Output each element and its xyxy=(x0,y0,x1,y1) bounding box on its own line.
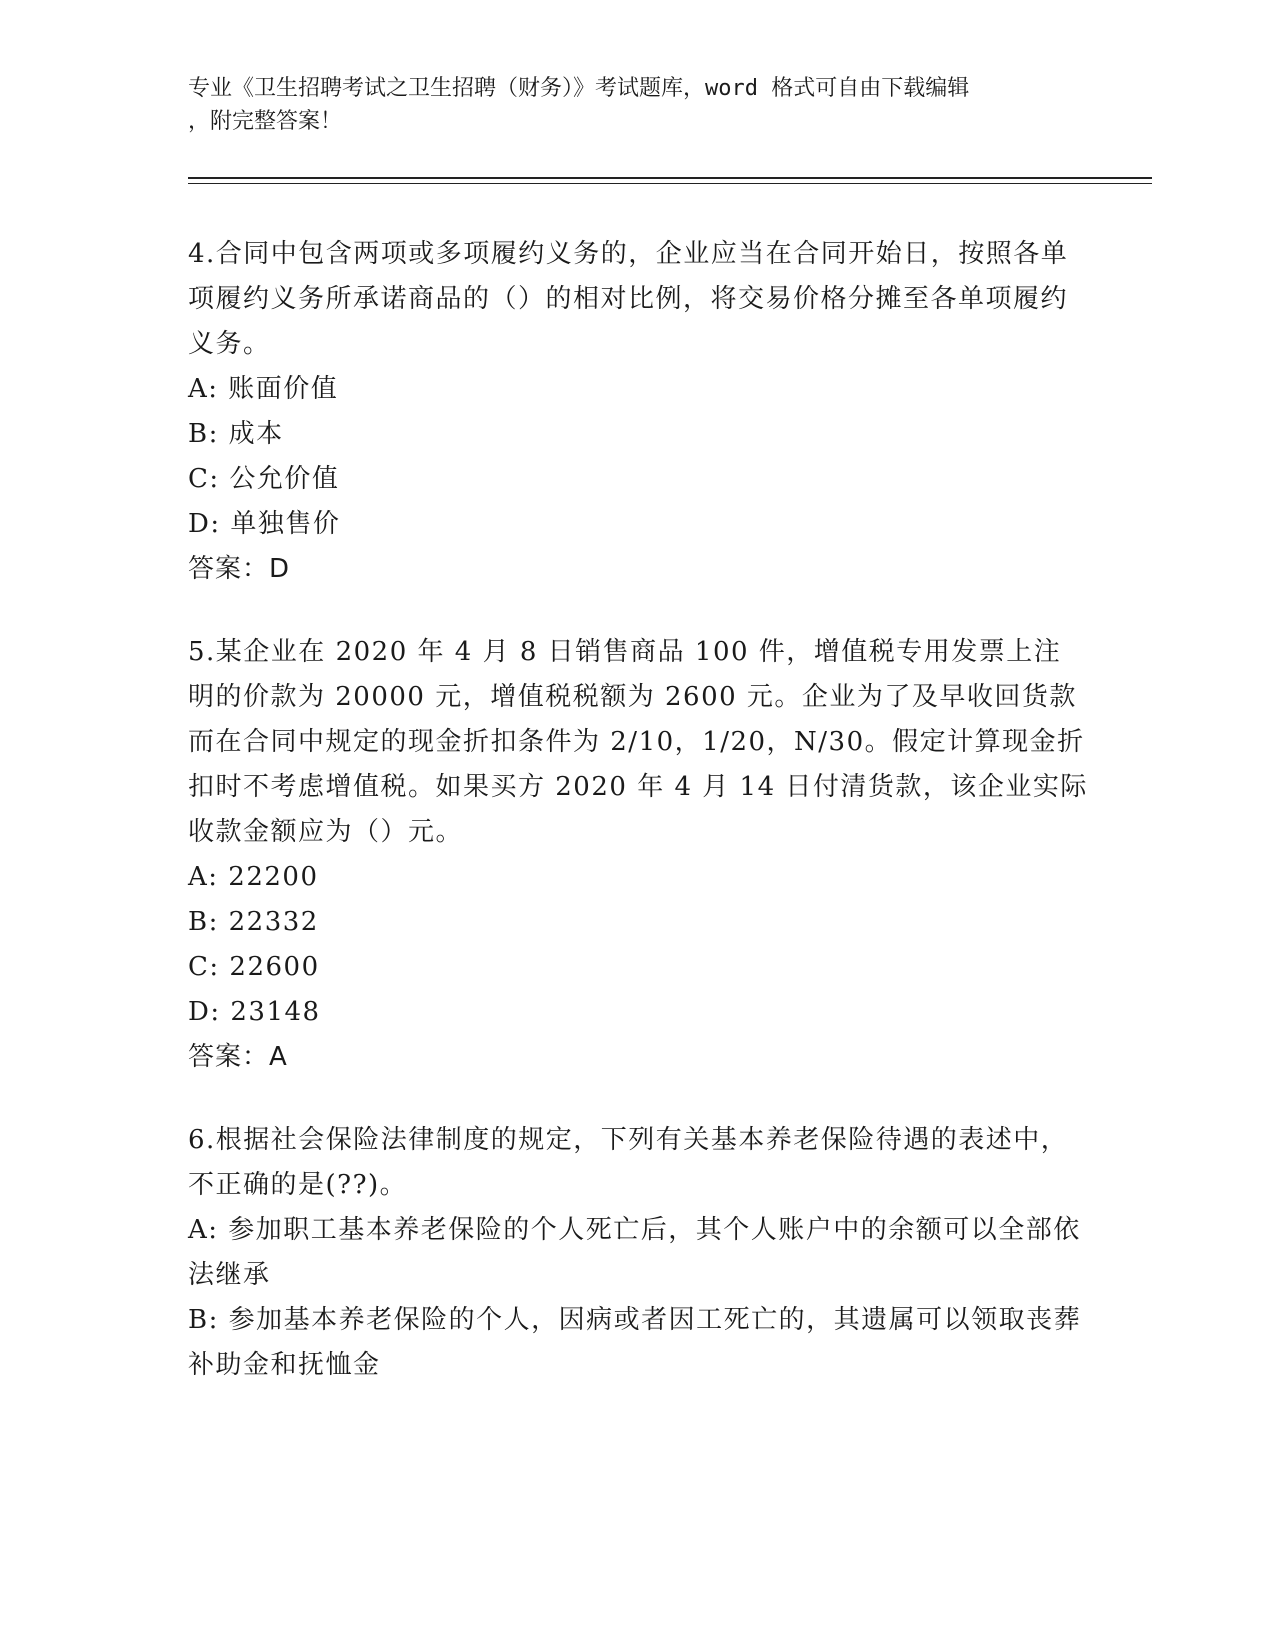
header-divider-thin xyxy=(188,183,1152,184)
option-b: B: 参加基本养老保险的个人，因病或者因工死亡的，其遗属可以领取丧葬补助金和抚恤金 xyxy=(188,1305,1082,1380)
option-d: D: 单独售价 xyxy=(188,509,341,539)
question-6 xyxy=(188,1118,1088,1388)
question-stem: 6.根据社会保险法律制度的规定，下列有关基本养老保险待遇的表述中，不正确的是(??)。 xyxy=(188,1125,1069,1200)
option-b: B: 22332 xyxy=(188,907,319,937)
answer-line: 答案：D xyxy=(188,554,291,584)
header-line-1: 专业《卫生招聘考试之卫生招聘（财务）》考试题库，word 格式可自由下载编辑 xyxy=(188,76,970,101)
header-line-2: ，附完整答案！ xyxy=(188,109,343,134)
option-d: D: 23148 xyxy=(188,997,321,1027)
option-b: B: 成本 xyxy=(188,419,284,449)
option-a: A: 22200 xyxy=(188,862,319,892)
option-a: A: 账面价值 xyxy=(188,374,339,404)
option-c: C: 22600 xyxy=(188,952,320,982)
question-list xyxy=(188,232,1088,1426)
option-a: A: 参加职工基本养老保险的个人死亡后，其个人账户中的余额可以全部依法继承 xyxy=(188,1215,1081,1290)
option-c: C: 公允价值 xyxy=(188,464,340,494)
question-stem: 4.合同中包含两项或多项履约义务的，企业应当在合同开始日，按照各单项履约义务所承诺商品的（）的相对比例，将交易价格分摊至各单项履约义务。 xyxy=(188,239,1069,359)
question-4 xyxy=(188,232,1088,592)
answer-line: 答案：A xyxy=(188,1042,288,1072)
question-stem: 5.某企业在 2020 年 4 月 8 日销售商品 100 件，增值税专用发票上注明的价款为 20000 元，增值税税额为 2600 元。企业为了及早收回货款而在合同中规定的现金折扣条件为 2/10，1/20，N/30。假定计算现金折扣时不考虑增值税。如果买方 2020 年 4 月 14 日付清货款，该企业实际收款金额应为（）元。 xyxy=(188,637,1088,847)
header-divider-thick xyxy=(188,177,1152,179)
question-5 xyxy=(188,630,1088,1080)
document-header xyxy=(188,72,1068,138)
